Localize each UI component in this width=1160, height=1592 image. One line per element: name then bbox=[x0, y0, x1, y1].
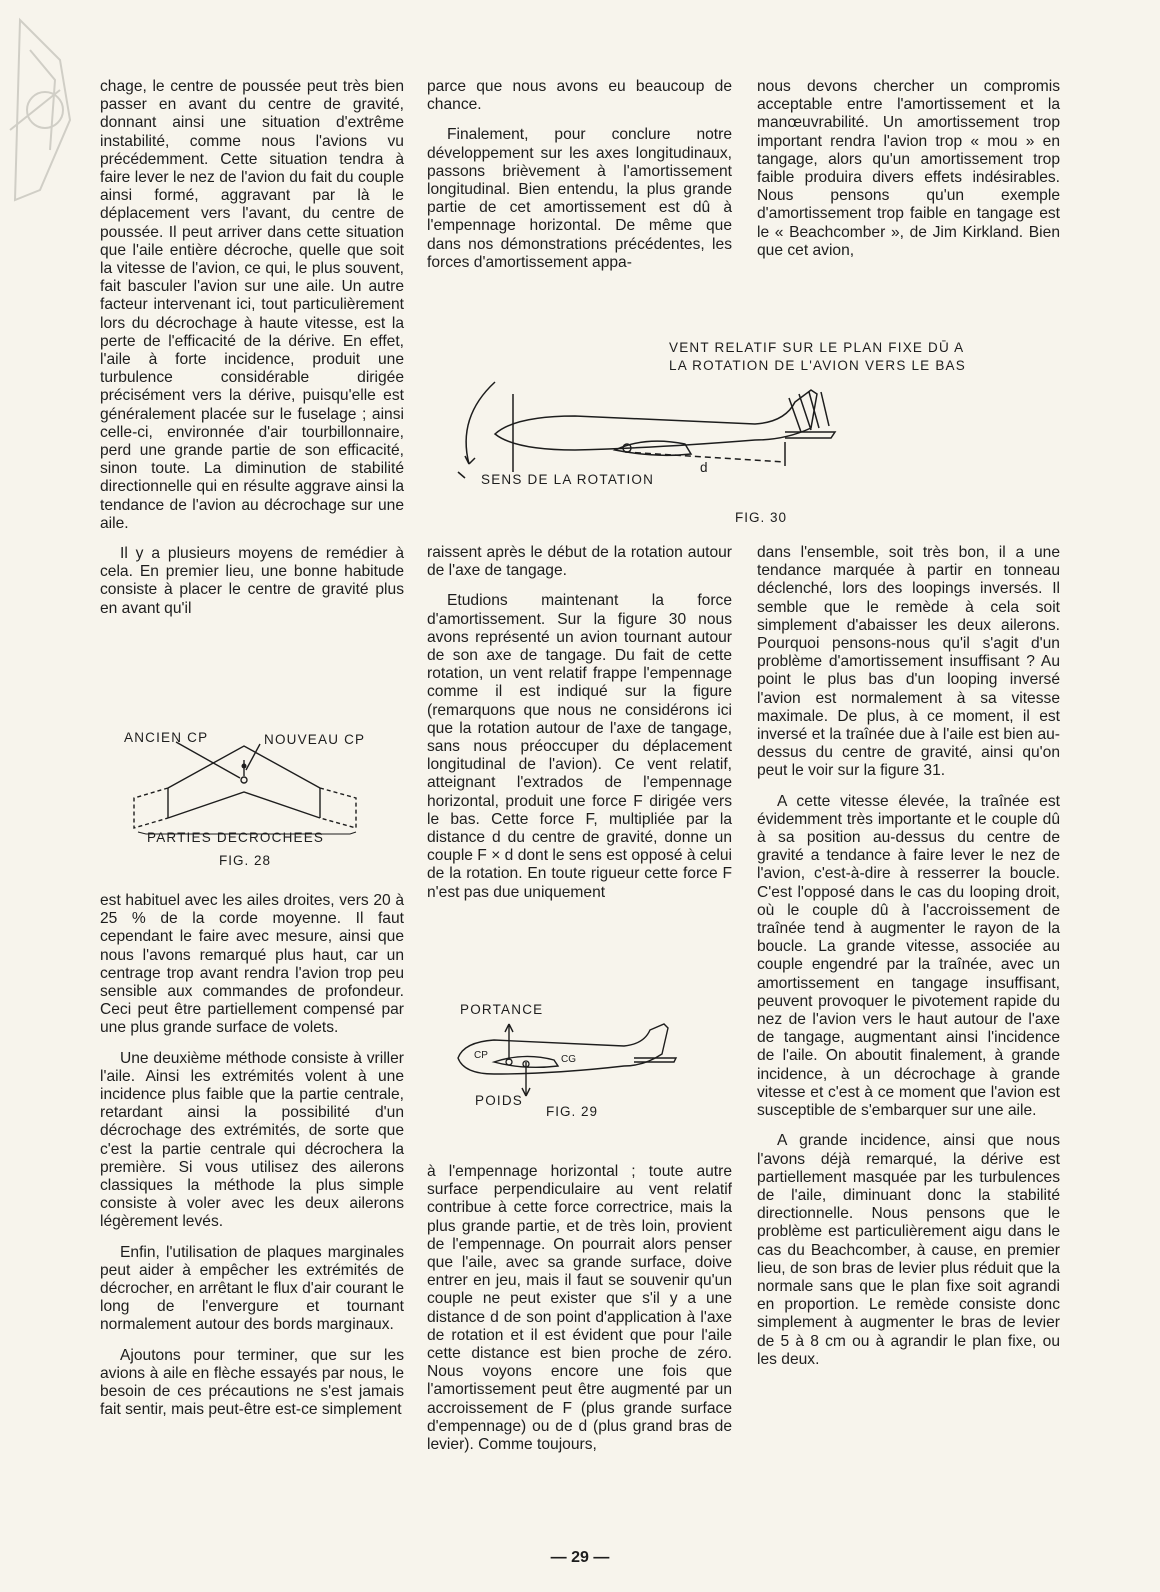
paragraph: nous devons chercher un compromis acceptable entre l'amortissement et la manœuvrabilité. Un amortissement trop important rendra l'avion trop « mou » en tangage, alors qu'un amortissement trop faible produira divers effets indésirables. Nous pensons qu'un exemple d'amortissement trop faible en tangage est le « Beachcomber », de Jim Kirkland. Bien que cet avion, bbox=[757, 78, 1060, 259]
label-rotation-direction: SENS DE LA ROTATION bbox=[481, 472, 655, 487]
paragraph: Etudions maintenant la force d'amortissement. Sur la figure 30 nous avons représenté un avion tournant autour de son axe de tangage. Du fait de cette rotation, un vent relatif frappe l'empennage comme il est indiqué sur la figure (remarquons que nous ne considérons ici que la rotation autour de l'axe de tangage, sans nous préoccuper du déplacement longitudinal de l'avion). Ce vent relatif, atteignant l'extrados de l'empennage horizontal, produit une force F dirigée vers le bas. Cette force F, multipliée par la distance d du centre de gravité, donne un couple F × d dont le sens est opposé à celui de la rotation. En toute rigueur cette force F n'est pas due uniquement bbox=[427, 592, 732, 901]
label-weight: POIDS bbox=[475, 1093, 524, 1108]
label-old-cp: ANCIEN CP bbox=[124, 730, 209, 745]
paragraph: A grande incidence, ainsi que nous l'avons déjà remarqué, la dérive est partiellement masquée par les turbulences de l'aile, diminuant donc la stabilité directionnelle. Nous pensons que le problème est particulièrement aigu dans le cas du Beachcomber, à cause, en premier lieu, de son bras de levier plus réduit que la normale sans que le plan fixe soit agrandi en proportion. Le remède consiste donc simplement à augmenter le bras de levier de 5 à 8 cm ou à agrandir le plan fixe, ou les deux. bbox=[757, 1132, 1060, 1368]
fig30-title-line1: VENT RELATIF SUR LE PLAN FIXE DŪ A bbox=[669, 340, 965, 355]
paragraph: A cette vitesse élevée, la traînée est évidemment très importante et le couple dû à sa position au-dessus du centre de gravité a tendance à faire lever le nez de l'avion, c'est-à-dire à resserrer la boucle. C'est l'opposé dans le cas du looping droit, où le couple dû à l'accroissement de traînée tend à augmenter le rayon de la boucle. La grande vitesse, associée au couple engendré par la traînée, avec un amortissement en tangage insuffisant, peuvent provoquer le pivotement rapide du nez de l'avion vers le haut autour de l'axe de tangage, augmentant ainsi l'incidence de l'aile. On aboutit finalement, à grande incidence, à un décrochage à grande vitesse et c'est à ce moment que l'avion est susceptible de s'embarquer sur une aile. bbox=[757, 792, 1060, 1120]
swept-wing-diagram bbox=[120, 740, 370, 835]
paragraph: Ajoutons pour terminer, que sur les avions à aile en flèche essayés par nous, le besoin de ces précautions ne s'est jamais fait sentir, mais peut-être est-ce simplement bbox=[100, 1346, 404, 1419]
figure-29-caption: FIG. 29 bbox=[546, 1104, 599, 1119]
column-2-bottom bbox=[427, 1163, 732, 1466]
paragraph: raissent après le début de la rotation autour de l'axe de tangage. bbox=[427, 544, 732, 580]
label-stalled-parts: PARTIES DECROCHEES bbox=[147, 830, 325, 845]
column-2-middle bbox=[427, 544, 732, 914]
label-d: d bbox=[700, 460, 708, 475]
paragraph: à l'empennage horizontal ; toute autre surface perpendiculaire au vent relatif contribue à cette force correctrice, mais la plus grande partie, et de très loin, provient de l'empennage. On pourrait alors penser que l'aile, avec sa grande surface, doive entrer en jeu, mais il faut se souvenir qu'un couple ne peut exister que s'il y a une distance d de son point d'application à l'axe de rotation et il est évident que pour l'aile cette distance est bien proche de zéro. Nous voyons encore une fois que l'amortissement peut être augmenté par un accroissement de F (plus grande surface d'empennage) ou de d (plus grand bras de levier). Comme toujours, bbox=[427, 1163, 732, 1454]
page-number: — 29 — bbox=[550, 1549, 610, 1566]
figure-28-caption: FIG. 28 bbox=[219, 853, 272, 868]
airplane-rotation-diagram bbox=[455, 372, 855, 482]
label-cp: CP bbox=[474, 1050, 488, 1061]
figure-30-caption: FIG. 30 bbox=[735, 510, 788, 525]
paragraph: Une deuxième méthode consiste à vriller l'aile. Ainsi les extrémités volent à une incidence plus faible que la partie centrale, retardant ainsi la possibilité d'un décrochage des extrémités, de sorte que c'est la partie centrale qui décrochera la première. Si vous utilisez des ailerons classiques la méthode la plus simple consiste à voler avec les deux ailerons légèrement levés. bbox=[100, 1049, 404, 1231]
paragraph: dans l'ensemble, soit très bon, il a une tendance marquée à partir en tonneau déclenché, lors des loopings inversés. Il semble que le remède à cela soit simplement d'abaisser les deux ailerons. Pourquoi pensons-nous qu'il s'agit d'un problème d'amortissement insuffisant ? Au point le plus bas d'un looping inversé l'avion est normalement à sa vitesse maximale. De plus, à ce moment, il est inversé et la traînée due à l'aile est bien au-dessus du centre de gravité, ainsi qu'on peut le voir sur la figure 31. bbox=[757, 544, 1060, 780]
label-cg: CG bbox=[561, 1054, 576, 1065]
label-lift: PORTANCE bbox=[460, 1002, 544, 1017]
binder-mark bbox=[0, 0, 95, 230]
fig30-title-line2: LA ROTATION DE L'AVION VERS LE BAS bbox=[669, 358, 966, 373]
paragraph: chage, le centre de poussée peut très bien passer en avant du centre de gravité, donnant ainsi une situation d'extrême instabilité, comme nous l'avions vu précédemment. Cette situation tendra à faire lever le nez de l'avion du fait du couple ainsi formé, aggravant par là le déplacement vers l'avant, du centre de poussée. Il peut arriver dans cette situation que l'aile entière décroche, quelle que soit la vitesse de l'avion, ce qui, le plus souvent, fait basculer l'avion sur une aile. Un autre facteur intervenant ici, tout particulièrement lors du décrochage à haute vitesse, est la perte de l'efficacité de la dérive. En effet, l'aile à forte incidence, produit une turbulence considérable dirigée précisément vers la dérive, puisqu'elle est généralement placée sur le fuselage ; ainsi celle-ci, environnée d'air tourbillonnaire, perd une grande partie de son efficacité, sinon toute. La diminution de stabilité directionnelle qui en résulte aggrave ainsi la tendance de l'avion au décrochage sur une aile. bbox=[100, 78, 404, 532]
paragraph: Il y a plusieurs moyens de remédier à cela. En premier lieu, une bonne habitude consiste à placer le centre de gravité plus en avant qu'il bbox=[100, 545, 404, 617]
paragraph: est habituel avec les ailes droites, vers 20 à 25 % de la corde moyenne. Il faut cependant le faire avec mesure, ainsi que nous l'avons remarqué plus haut, car un centrage trop avant rendra l'avion trop peu sensible aux commandes de profondeur. Ceci peut être partiellement compensé par une plus grande surface de volets. bbox=[100, 892, 404, 1037]
paragraph: parce que nous avons eu beaucoup de chance. bbox=[427, 78, 732, 114]
paragraph: Finalement, pour conclure notre développement sur les axes longitudinaux, passons brièvement à l'amortissement longitudinal. Bien entendu, la plus grande partie de cet amortissement est dû à l'empennage horizontal. De même que dans nos démonstrations précédentes, les forces d'amortissement appa- bbox=[427, 126, 732, 271]
column-1-top bbox=[100, 78, 404, 630]
column-3-top bbox=[757, 78, 1060, 272]
column-2-top bbox=[427, 78, 732, 284]
label-new-cp: NOUVEAU CP bbox=[264, 732, 366, 747]
column-1-bottom bbox=[100, 892, 404, 1431]
paragraph: Enfin, l'utilisation de plaques marginales peut aider à empêcher les extrémités de décrocher, en arrêtant le flux d'air courant le long de l'envergure et tournant normalement autour des bords marginaux. bbox=[100, 1243, 404, 1334]
column-3-bottom bbox=[757, 544, 1060, 1381]
